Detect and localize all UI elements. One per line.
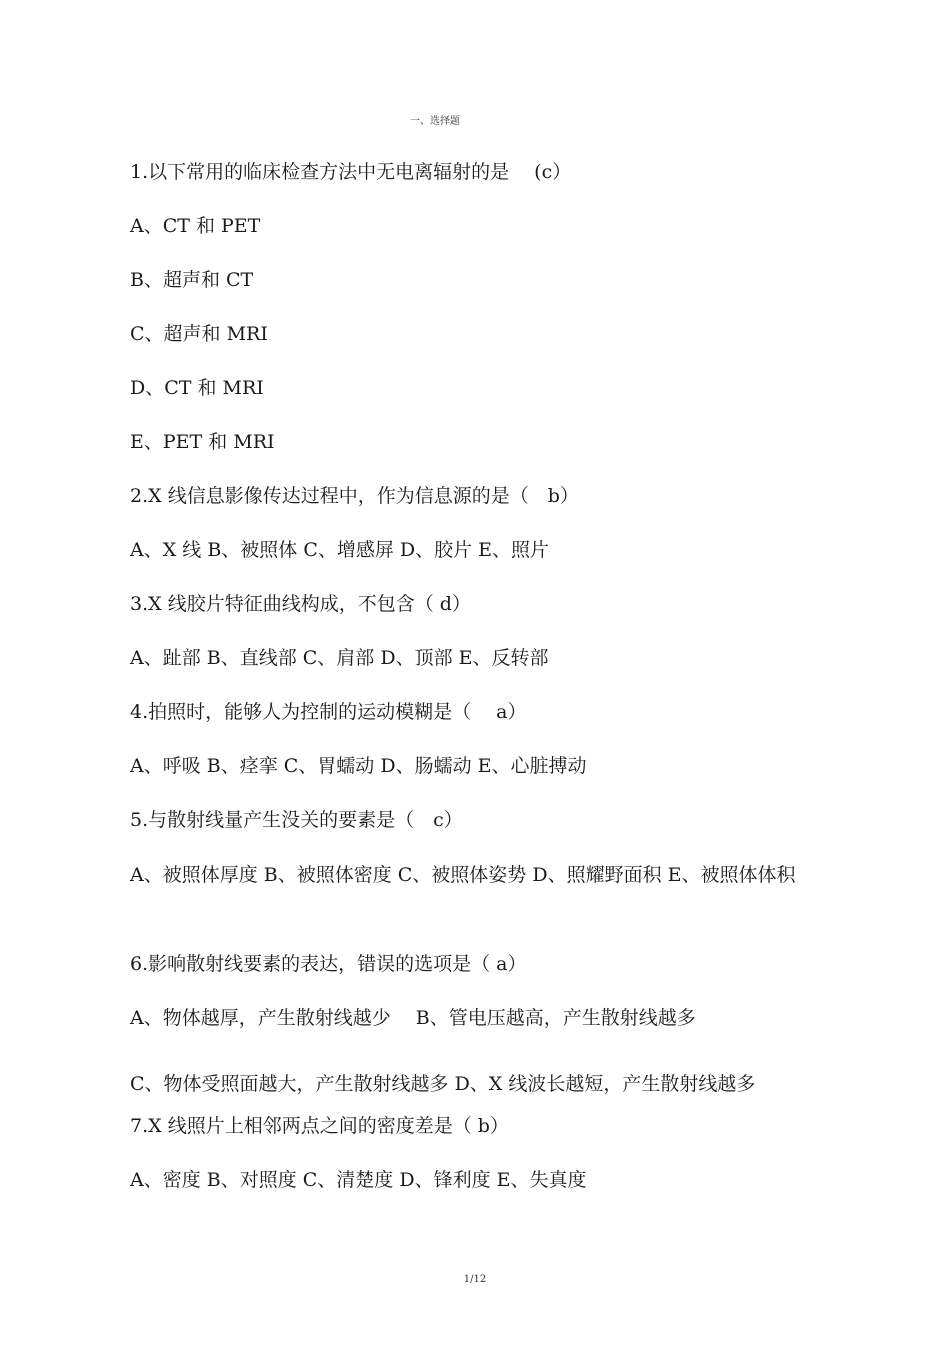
question-1-option-e: E、PET 和 MRI <box>130 431 275 453</box>
question-6: 6.影响散射线要素的表达，错误的选项是（ a） <box>130 953 527 975</box>
question-3-options: A、趾部 B、直线部 C、肩部 D、顶部 E、反转部 <box>130 647 549 669</box>
question-4: 4.拍照时，能够人为控制的运动模糊是（ a） <box>130 701 527 723</box>
question-1-option-d: D、CT 和 MRI <box>130 377 264 399</box>
question-1-option-b: B、超声和 CT <box>130 269 254 291</box>
question-6-options-cd: C、物体受照面越大，产生散射线越多 D、X 线波长越短，产生散射线越多 <box>130 1073 756 1095</box>
page-number: 1/12 <box>463 1274 487 1285</box>
question-6-options-ab: A、物体越厚，产生散射线越少 B、管电压越高，产生散射线越多 <box>130 1007 696 1029</box>
question-7-options: A、密度 B、对照度 C、清楚度 D、锋利度 E、失真度 <box>130 1169 587 1191</box>
question-4-options: A、呼吸 B、痉挛 C、胃蠕动 D、肠蠕动 E、心脏搏动 <box>130 755 587 777</box>
question-2: 2.X 线信息影像传达过程中，作为信息源的是（ b） <box>130 485 579 507</box>
question-7: 7.X 线照片上相邻两点之间的密度差是（ b） <box>130 1115 509 1137</box>
question-5: 5.与散射线量产生没关的要素是（ c） <box>130 809 463 831</box>
question-1-option-a: A、CT 和 PET <box>130 215 261 237</box>
question-3: 3.X 线胶片特征曲线构成，不包含（ d） <box>130 593 471 615</box>
question-1-option-c: C、超声和 MRI <box>130 323 268 345</box>
question-2-options: A、X 线 B、被照体 C、增感屏 D、胶片 E、照片 <box>130 539 550 561</box>
question-1: 1.以下常用的临床检查方法中无电离辐射的是 (c） <box>130 161 572 183</box>
section-title: 一、选择题 <box>410 116 460 127</box>
question-5-options: A、被照体厚度 B、被照体密度 C、被照体姿势 D、照耀野面积 E、被照体体积 <box>130 864 796 886</box>
